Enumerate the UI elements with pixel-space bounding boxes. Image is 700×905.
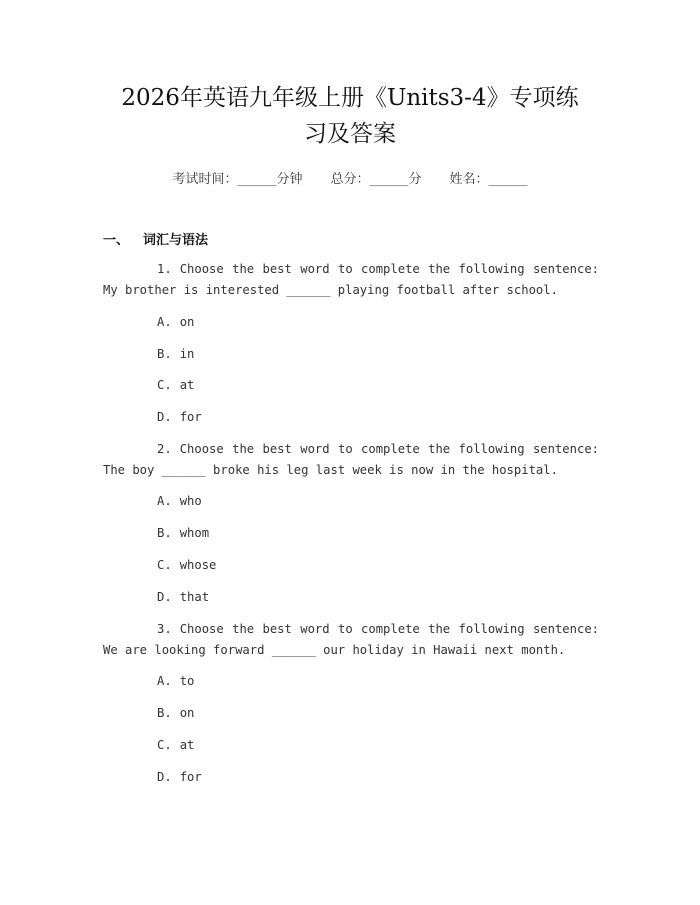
exam-meta xyxy=(0,168,700,187)
option-3d xyxy=(157,770,202,784)
option-letter: D. xyxy=(157,410,172,424)
option-2d xyxy=(157,590,209,604)
option-text: at xyxy=(179,738,195,752)
option-2b xyxy=(157,526,209,540)
option-text: on xyxy=(179,315,195,329)
option-letter: C. xyxy=(157,738,172,752)
option-letter: B. xyxy=(157,347,172,361)
question-number: 1. xyxy=(157,262,172,276)
question-number: 2. xyxy=(157,442,172,456)
option-text: for xyxy=(179,770,202,784)
option-text: on xyxy=(179,706,195,720)
option-2c xyxy=(157,558,216,572)
option-3c xyxy=(157,738,194,752)
option-letter: A. xyxy=(157,494,172,508)
score-unit: 分 xyxy=(408,172,422,187)
option-letter: C. xyxy=(157,558,172,572)
option-text: in xyxy=(179,347,195,361)
option-1d xyxy=(157,410,202,424)
option-2a xyxy=(157,494,202,508)
page-title xyxy=(90,80,610,152)
option-letter: A. xyxy=(157,674,172,688)
option-text: to xyxy=(179,674,195,688)
option-text: whom xyxy=(179,526,210,540)
section-heading xyxy=(103,229,208,248)
question-text: Choose the best word to complete the following sentence: The boy ______ broke his leg last week is now in the hospital. xyxy=(103,442,599,477)
option-3a xyxy=(157,674,194,688)
time-unit: 分钟 xyxy=(276,172,303,187)
option-text: who xyxy=(179,494,202,508)
time-label: 考试时间： xyxy=(172,172,238,187)
option-1b xyxy=(157,347,194,361)
option-letter: D. xyxy=(157,770,172,784)
option-text: for xyxy=(179,410,202,424)
option-1a xyxy=(157,315,194,329)
question-2 xyxy=(103,439,599,481)
option-text: at xyxy=(179,378,195,392)
time-blank: ______ xyxy=(237,172,277,187)
option-text: whose xyxy=(179,558,217,572)
question-number: 3. xyxy=(157,622,172,636)
section-number: 一、 xyxy=(103,233,130,248)
name-label: 姓名： xyxy=(449,172,489,187)
question-text: Choose the best word to complete the following sentence: We are looking forward ______ our holiday in Hawaii next month. xyxy=(103,622,599,657)
question-1 xyxy=(103,259,599,301)
question-3 xyxy=(103,619,599,661)
section-title: 词汇与语法 xyxy=(143,233,209,248)
name-blank: ______ xyxy=(488,172,528,187)
option-1c xyxy=(157,378,194,392)
title-line-1: 2026年英语九年级上册《Units3-4》专项练 xyxy=(121,85,579,111)
option-letter: C. xyxy=(157,378,172,392)
option-letter: A. xyxy=(157,315,172,329)
option-3b xyxy=(157,706,194,720)
score-blank: ______ xyxy=(369,172,409,187)
option-letter: B. xyxy=(157,526,172,540)
option-letter: B. xyxy=(157,706,172,720)
option-text: that xyxy=(179,590,210,604)
title-line-2: 习及答案 xyxy=(304,121,396,147)
score-label: 总分： xyxy=(330,172,370,187)
option-letter: D. xyxy=(157,590,172,604)
question-text: Choose the best word to complete the following sentence: My brother is interested ______ playing football after school. xyxy=(103,262,599,297)
